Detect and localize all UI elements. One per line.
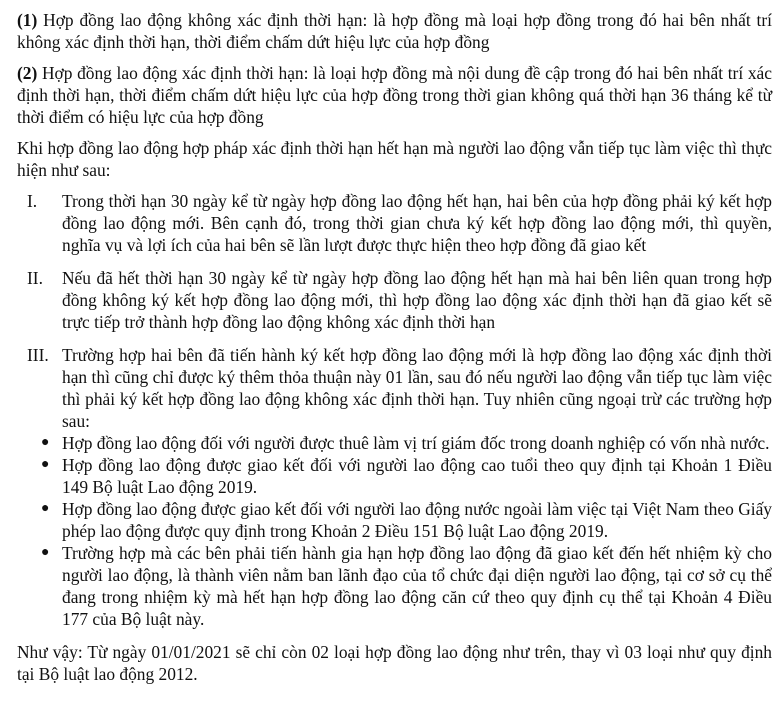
bullet-icon: ●	[41, 457, 50, 472]
case-text: Trong thời hạn 30 ngày kể từ ngày hợp đồng lao động hết hạn, hai bên của hợp đồng phải ký kết hợp đồng lao động mới. Bên cạnh đó, trong thời gian chưa ký kết hợp đồng lao động mới, thì quyền, nghĩa vụ và lợi ích của hai bên sẽ lần lượt được thực hiện theo hợp đồng đã giao kết	[62, 191, 772, 255]
exception-text: Hợp đồng lao động đối với người được thuê làm vị trí giám đốc trong doanh nghiệp có vốn nhà nước.	[62, 433, 770, 453]
intro-paragraph: Khi hợp đồng lao động hợp pháp xác định thời hạn hết hạn mà người lao động vẫn tiếp tục làm việc thì thực hiện như sau:	[17, 138, 772, 180]
case-list	[17, 190, 772, 630]
exception-text: Hợp đồng lao động được giao kết đối với người lao động nước ngoài làm việc tại Việt Nam theo Giấy phép lao động được quy định trong Khoản 2 Điều 151 Bộ luật Lao động 2019.	[62, 499, 772, 541]
case-number: III.	[27, 345, 49, 365]
case-number: II.	[27, 268, 43, 288]
definition-1	[17, 9, 772, 53]
definition-label: (1)	[17, 10, 38, 30]
case-item-1	[17, 190, 772, 256]
exception-text: Trường hợp mà các bên phải tiến hành gia hạn hợp đồng lao động đã giao kết đến hết nhiệm kỳ cho người lao động, là thành viên nằm ban lãnh đạo của tổ chức đại diện người lao động, tại cơ sở cụ thể đang trong nhiệm kỳ mà hết hạn hợp đồng lao động căn cứ theo quy định cụ thể tại Khoản 4 Điều 177 của Bộ luật này.	[62, 543, 772, 629]
definition-text: Hợp đồng lao động không xác định thời hạn: là hợp đồng mà loại hợp đồng trong đó hai bên nhất trí không xác định thời hạn, thời điểm chấm dứt hiệu lực của hợp đồng	[17, 10, 772, 52]
exception-item	[17, 542, 772, 630]
case-number: I.	[27, 191, 38, 211]
exception-item	[17, 454, 772, 498]
bullet-icon: ●	[41, 545, 50, 560]
case-text: Nếu đã hết thời hạn 30 ngày kể từ ngày hợp đồng lao động hết hạn mà hai bên liên quan trong hợp đồng không ký kết hợp đồng lao động mới, thì hợp đồng lao động xác định thời hạn đã giao kết sẽ trực tiếp trở thành hợp đồng lao động không xác định thời hạn	[62, 268, 772, 332]
case-item-2	[17, 267, 772, 333]
bullet-icon: ●	[41, 501, 50, 516]
definition-text: Hợp đồng lao động xác định thời hạn: là loại hợp đồng mà nội dung đề cập trong đó hai bên nhất trí xác định thời hạn, thời điểm chấm dứt hiệu lực của hợp đồng trong thời gian không quá thời hạn 36 tháng kể từ thời điểm có hiệu lực của hợp đồng	[17, 63, 772, 127]
exception-item	[17, 432, 772, 454]
exception-text: Hợp đồng lao động được giao kết đối với người lao động cao tuổi theo quy định tại Khoản 1 Điều 149 Bộ luật Lao động 2019.	[62, 455, 772, 497]
conclusion-paragraph: Như vậy: Từ ngày 01/01/2021 sẽ chỉ còn 02 loại hợp đồng lao động như trên, thay vì 03 loại như quy định tại Bộ luật lao động 2012.	[17, 642, 772, 684]
case-text: Trường hợp hai bên đã tiến hành ký kết hợp đồng lao động mới là hợp đồng lao động xác định thời hạn thì cũng chỉ được ký thêm thỏa thuận này 01 lần, sau đó nếu người lao động vẫn tiếp tục làm việc thì phải ký kết hợp đồng lao động không xác định thời hạn. Tuy nhiên cũng ngoại trừ các trường hợp sau:	[62, 345, 772, 431]
exception-item	[17, 498, 772, 542]
definition-2	[17, 62, 772, 128]
case-item-3	[17, 344, 772, 630]
exception-list	[41, 432, 772, 630]
definition-label: (2)	[17, 63, 38, 83]
bullet-icon: ●	[41, 435, 50, 450]
